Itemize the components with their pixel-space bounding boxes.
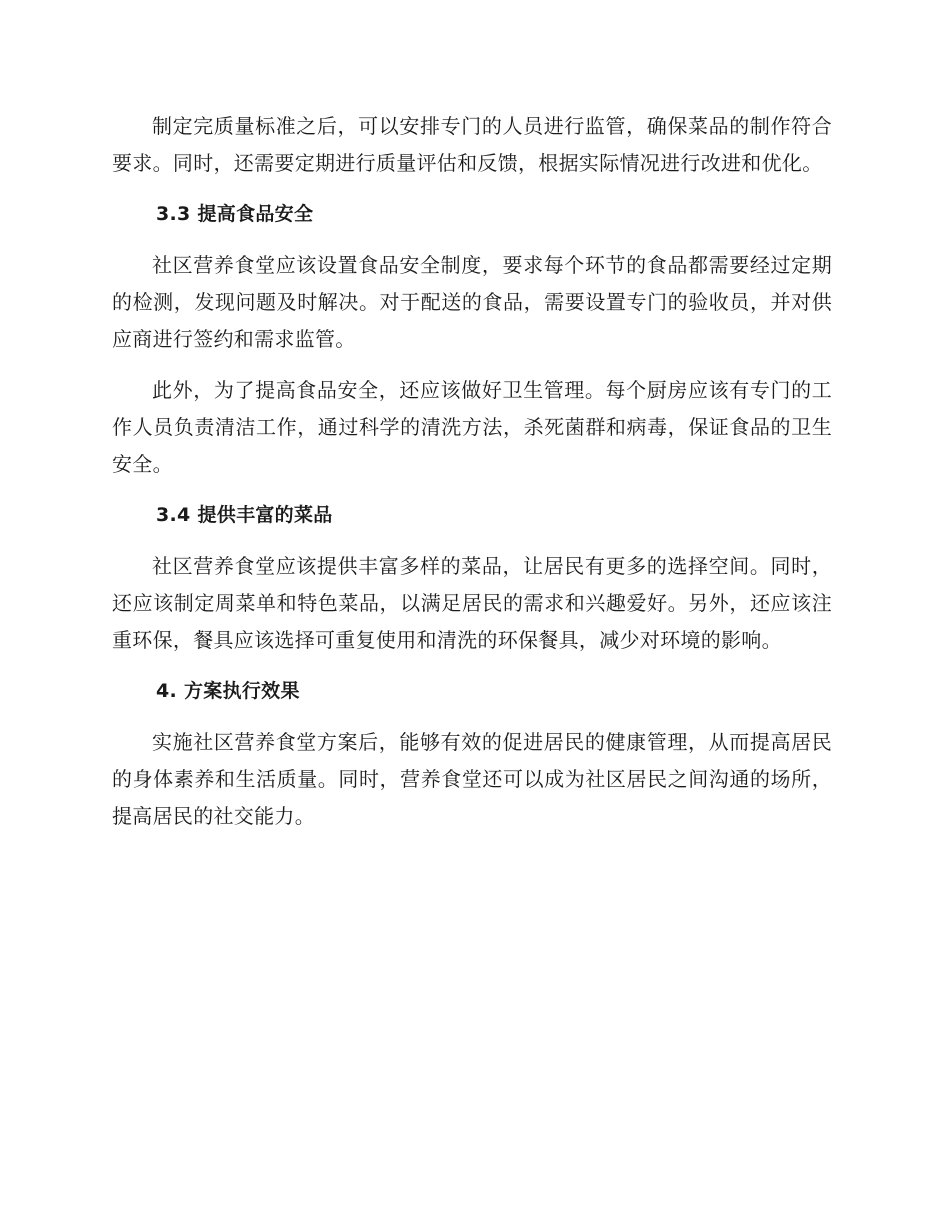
paragraph-hygiene-management: 此外，为了提高食品安全，还应该做好卫生管理。每个厨房应该有专门的工作人员负责清洁工作，通过科学的清洗方法，杀死菌群和病毒，保证食品的卫生安全。 — [112, 378, 832, 476]
paragraph-food-safety-system: 社区营养食堂应该设置食品安全制度，要求每个环节的食品都需要经过定期的检测，发现问题及时解决。对于配送的食品，需要设置专门的验收员，并对供应商进行签约和需求监管。 — [112, 253, 832, 351]
section-heading-3-3: 3.3 提高食品安全 — [156, 203, 314, 225]
document-body — [112, 108, 832, 849]
paragraph-quality-supervision: 制定完质量标准之后，可以安排专门的人员进行监管，确保菜品的制作符合要求。同时，还需要定期进行质量评估和反馈，根据实际情况进行改进和优化。 — [112, 114, 832, 175]
paragraph-rich-dishes: 社区营养食堂应该提供丰富多样的菜品，让居民有更多的选择空间。同时，还应该制定周菜单和特色菜品，以满足居民的需求和兴趣爱好。另外，还应该注重环保，餐具应该选择可重复使用和清洗的环保餐具，减少对环境的影响。 — [112, 554, 832, 652]
section-heading-4: 4. 方案执行效果 — [156, 680, 300, 702]
section-heading-3-4: 3.4 提供丰富的菜品 — [156, 504, 333, 526]
paragraph-implementation-effect: 实施社区营养食堂方案后，能够有效的促进居民的健康管理，从而提高居民的身体素养和生活质量。同时，营养食堂还可以成为社区居民之间沟通的场所，提高居民的社交能力。 — [112, 730, 832, 828]
